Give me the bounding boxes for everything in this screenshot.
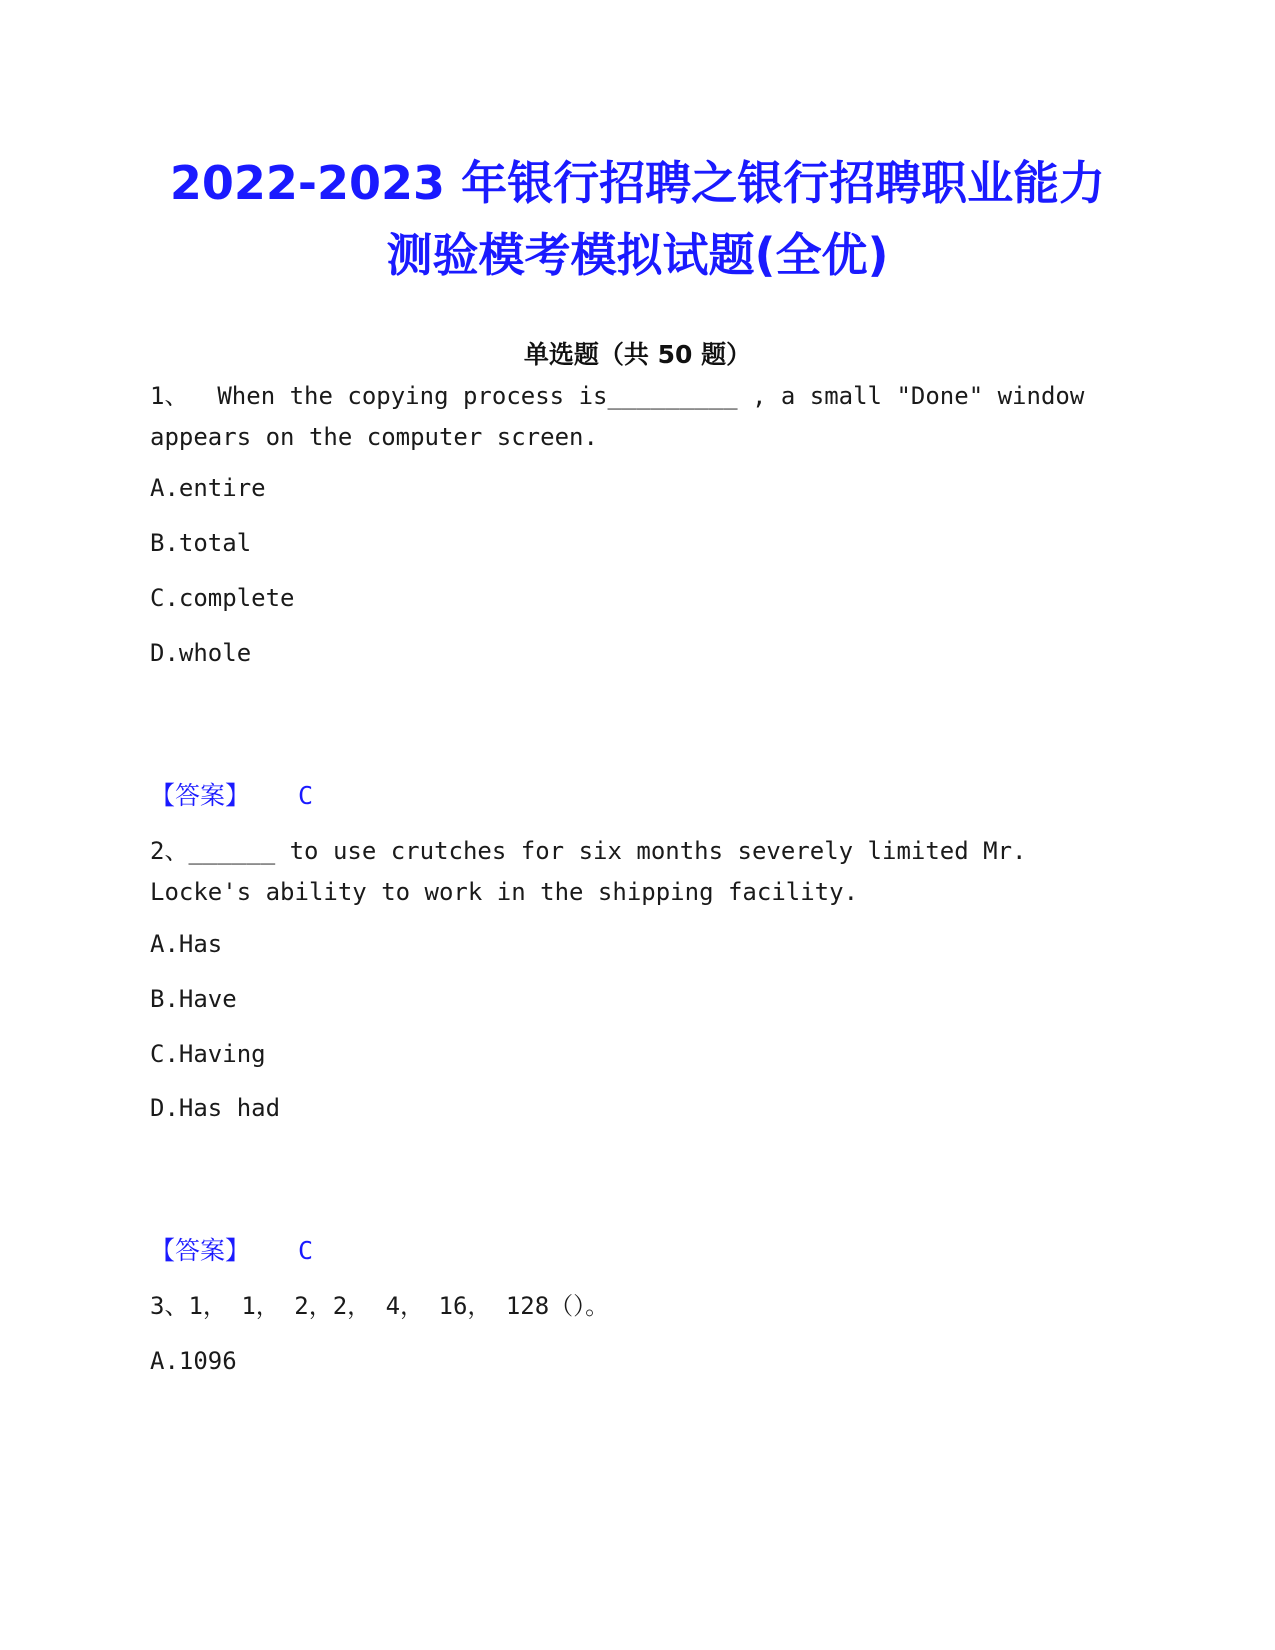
question-1-option-d: D.whole bbox=[150, 639, 252, 667]
answer-label: 【答案】 bbox=[150, 1236, 251, 1265]
title-line-2: 测验模考模拟试题(全优) bbox=[386, 228, 889, 282]
question-2-option-c: C.Having bbox=[150, 1040, 266, 1068]
answer-value: C bbox=[298, 781, 314, 810]
question-1-answer bbox=[150, 780, 313, 812]
question-1-option-c: C.complete bbox=[150, 584, 295, 612]
question-1-stem: 1、 When the copying process is_________ , a small "Done" window appears on the computer screen. bbox=[150, 382, 1099, 451]
question-1-option-b: B.total bbox=[150, 529, 252, 557]
question-3-option-a: A.1096 bbox=[150, 1347, 237, 1375]
section-heading: 单选题（共 50 题） bbox=[523, 340, 752, 369]
question-2-option-d: D.Has had bbox=[150, 1094, 281, 1122]
answer-label: 【答案】 bbox=[150, 781, 251, 810]
answer-value: C bbox=[298, 1236, 314, 1265]
title-line-1: 2022-2023 年银行招聘之银行招聘职业能力 bbox=[169, 156, 1106, 210]
question-1-option-a: A.entire bbox=[150, 474, 266, 502]
question-3-stem: 3、1， 1， 2，2， 4， 16， 128（）。 bbox=[150, 1292, 610, 1320]
question-2-option-a: A.Has bbox=[150, 930, 223, 958]
document-title bbox=[80, 147, 1195, 291]
question-2-stem: 2、______ to use crutches for six months severely limited Mr. Locke's ability to work in the shipping facility. bbox=[150, 837, 1041, 906]
question-2-option-b: B.Have bbox=[150, 985, 237, 1013]
question-2-answer bbox=[150, 1235, 313, 1267]
